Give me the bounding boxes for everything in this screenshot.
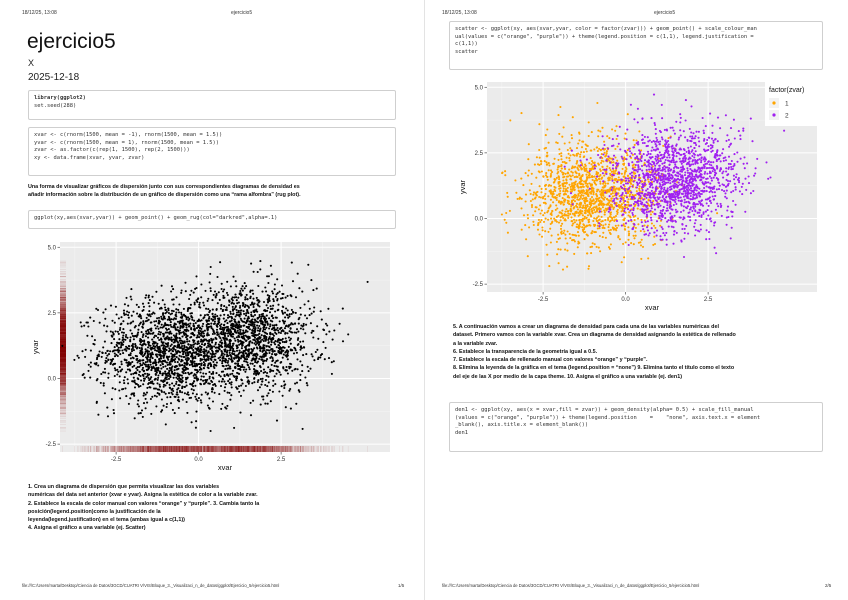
code-line: library(ggplot2) [34, 95, 86, 101]
code-line: yvar <- c(rnorm(1500, mean = 1), rnorm(1500, mean = 1.5)) [34, 139, 219, 146]
intro-paragraph [28, 183, 398, 200]
header-date: 18/12/25, 13:08 [22, 10, 57, 16]
page-title: ejercicio5 [27, 30, 116, 53]
code-line: zvar <- as.factor(c(rep(1, 1500), rep(2, 1500))) [34, 147, 190, 153]
code-block-data [28, 127, 396, 176]
code-line: xy <- data.frame(xvar, yvar, zvar) [34, 154, 145, 161]
rug-scatter-chart [28, 240, 400, 480]
header-doc-name: ejercicio5 [231, 10, 253, 16]
code-block-setup [28, 90, 396, 120]
text-line: Una forma de visualizar gráficos de dispersión junto con sus correspondientes diagramas de densidad es [28, 184, 300, 190]
document-date: 2025-12-18 [28, 72, 80, 83]
code-line: ggplot(xy,aes(xvar,yvar)) + geom_point() + geom_rug(col="darkred",alpha=.1) [34, 215, 278, 221]
text-line: añadir información sobre la distribución de un gráfico de dispersión como una “rama alfombra” (rug plot). [28, 192, 301, 199]
code-line: set.seed(288) [34, 102, 77, 109]
author: X [28, 58, 35, 68]
code-block-rug [28, 210, 396, 229]
code-line: xvar <- c(rnorm(1500, mean = -1), rnorm(1500, mean = 1.5)) [34, 132, 223, 138]
